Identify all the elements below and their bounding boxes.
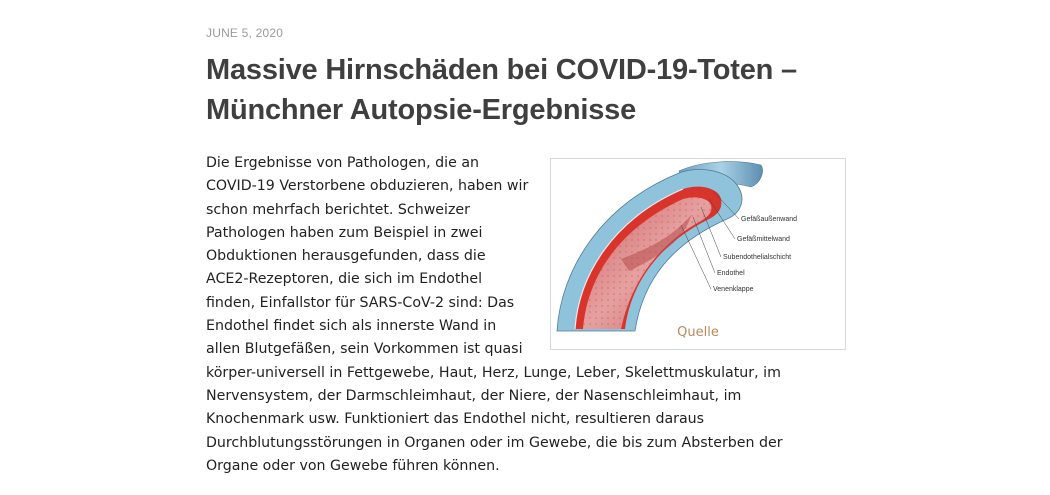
label-subendothelial: Subendothelialschicht — [723, 254, 792, 261]
post-date: JUNE 5, 2020 — [206, 26, 284, 40]
post-title[interactable]: Massive Hirnschäden bei COVID-19-Toten – Münchner Autopsie-Ergebnisse — [206, 54, 797, 126]
post-paragraph: Die Ergebnisse von Pathologen, die an COVID-19 Verstorbene obduzieren, haben wir schon mehrfach berichtet. Schweizer Pathologen haben zum Beispiel in zwei Obduktionen herausgefunden, dass die ACE2-Rezeptoren, die sich im Endothel finden, Einfallstor für SARS-CoV-2 sind: Das Endothel findet sich als innerste Wand in allen Blutgefäßen, sein Vorkommen ist quasi körper-universell in Fettgewebe, Haut, Herz, Lunge, Leber, Skelettmuskulatur, im Nervensystem, der Darmschleimhaut, der Niere, der Nasenschleimhaut, im Knochenmark usw. Funktioniert das Endothel nicht, resultieren daraus Durchblutungsstörungen in Organen oder im Gewebe, die bis zum Absterben der Organe oder von Gewebe führen können. — [206, 155, 783, 474]
label-valve: Venenklappe — [713, 286, 754, 293]
post-body — [206, 152, 836, 478]
blood-vessel-figure — [550, 158, 846, 350]
label-outer-wall: Gefäßaußenwand — [741, 216, 798, 223]
label-middle-wall: Gefäßmittelwand — [737, 236, 790, 243]
figure-caption-link[interactable]: Quelle — [677, 324, 719, 340]
label-endothel: Endothel — [717, 270, 745, 277]
